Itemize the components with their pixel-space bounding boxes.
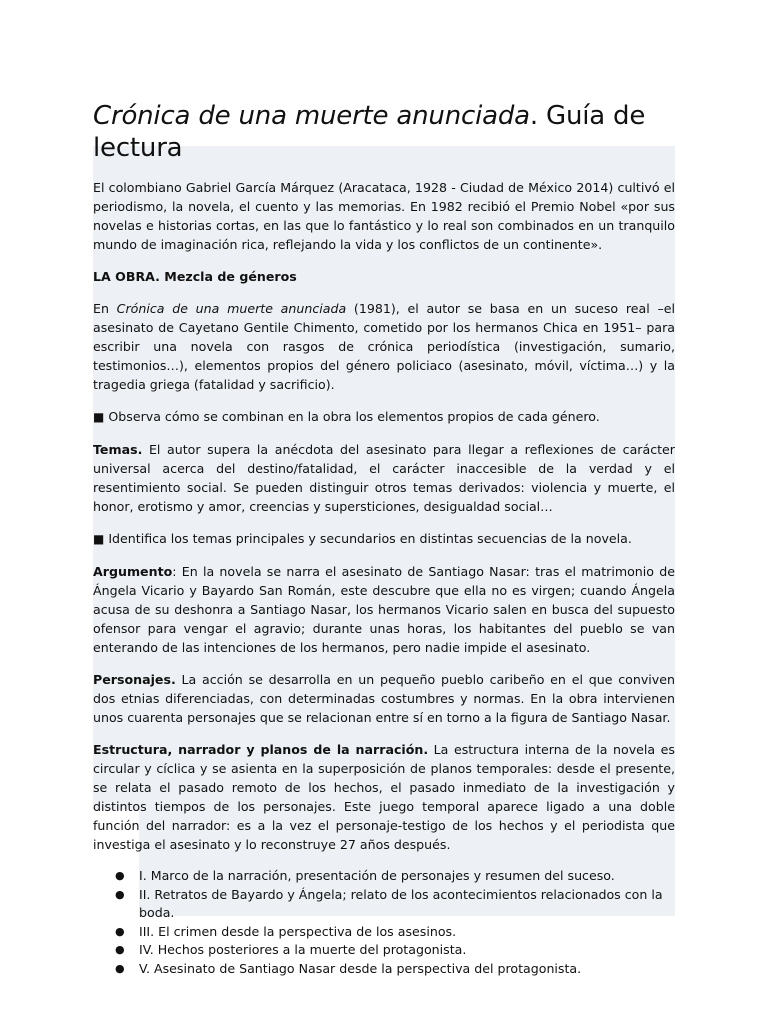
- task-themes: [93, 529, 675, 549]
- estructura-text: La estructura interna de la novela es circular y cíclica y se asienta en la superposición de planos temporales: desde el presente, se relata el pasado remoto de los hechos, el pasado inmediato de la investigación y distintos tiempos de los personajes. Este juego temporal aparece ligado a una doble función del narrador: es a la vez el personaje-testigo de los hechos y el periodista que investiga el asesinato y lo reconstruye 27 años después.: [93, 742, 675, 852]
- document-title: [93, 100, 675, 164]
- list-item-text: III. El crimen desde la perspectiva de los asesinos.: [139, 923, 457, 939]
- bullet-icon: ●: [115, 887, 125, 901]
- parts-list: [93, 867, 675, 978]
- title-suffix: . Guía de lectura: [93, 101, 646, 163]
- task-themes-text: Identifica los temas principales y secundarios en distintas secuencias de la novela.: [104, 531, 632, 546]
- list-item: [115, 960, 675, 979]
- obra-text: (1981), el autor se basa en un suceso real –el asesinato de Cayetano Gentile Chimento, cometido por los hermanos Chica en 1951– para escribir una novela con rasgos de crónica periodística (investigación, sumario, testimonios…), elementos propios del género policiaco (asesinato, móvil, víctima…) y la tragedia griega (fatalidad y sacrificio).: [93, 301, 675, 392]
- argumento-text: : En la novela se narra el asesinato de Santiago Nasar: tras el matrimonio de Ángela Vicario y Bayardo San Román, este descubre que ella no es virgen; cuando Ángela acusa de su deshonra a Santiago Nasar, los hermanos Vicario salen en busca del supuesto ofensor para vengar el agravio; durante unas horas, los habitantes del pueblo se van enterando de las intenciones de los hermanos, pero nadie impide el asesinato.: [93, 564, 675, 655]
- obra-pre: En: [93, 301, 117, 316]
- list-item: [115, 886, 675, 923]
- bullet-icon: ●: [115, 961, 125, 975]
- temas-text: El autor supera la anécdota del asesinato para llegar a reflexiones de carácter universal acerca del destino/fatalidad, el carácter inaccesible de la verdad y el resentimiento social. Se pueden distinguir otros temas derivados: violencia y muerte, el honor, erotismo y amor, creencias y supersticiones, desigualdad social…: [93, 442, 675, 514]
- task-genres: [93, 407, 675, 427]
- square-bullet-icon: ■: [93, 532, 105, 546]
- list-item-text: I. Marco de la narración, presentación de personajes y resumen del suceso.: [139, 868, 615, 883]
- bullet-icon: ●: [115, 924, 125, 938]
- intro-paragraph: El colombiano Gabriel García Márquez (Aracataca, 1928 - Ciudad de México 2014) cultivó el periodismo, la novela, el cuento y las memorias. En 1982 recibió el Premio Nobel «por sus novelas e historias cortas, en las que lo fantástico y lo real son combinados en un tranquilo mundo de imaginación rica, reflejando la vida y los conflictos de un continente».: [93, 180, 675, 252]
- list-item-text: V. Asesinato de Santiago Nasar desde la perspectiva del protagonista.: [139, 960, 582, 976]
- document-page: [93, 100, 675, 978]
- list-item: [115, 941, 675, 960]
- argumento-paragraph: [93, 562, 675, 657]
- list-item-text: IV. Hechos posteriores a la muerte del protagonista.: [139, 942, 467, 957]
- argumento-label: Argumento: [93, 564, 173, 579]
- obra-paragraph: [93, 299, 675, 394]
- bullet-icon: ●: [115, 869, 125, 882]
- personajes-label: Personajes.: [93, 672, 176, 687]
- obra-heading: LA OBRA. Mezcla de géneros: [93, 269, 297, 284]
- square-bullet-icon: ■: [93, 410, 105, 424]
- list-item: [115, 867, 675, 886]
- estructura-paragraph: [93, 740, 675, 854]
- temas-label: Temas.: [93, 442, 143, 457]
- list-item: [115, 923, 675, 942]
- personajes-text: La acción se desarrolla en un pequeño pueblo caribeño en el que conviven dos etnias diferenciadas, con determinadas costumbres y normas. En la obra intervienen unos cuarenta personajes que se relacionan entre sí en torno a la figura de Santiago Nasar.: [93, 672, 675, 725]
- temas-paragraph: [93, 440, 675, 516]
- section-heading-obra: [93, 267, 675, 286]
- list-item-text: II. Retratos de Bayardo y Ángela; relato de los acontecimientos relacionados con la boda.: [139, 886, 663, 920]
- bullet-icon: ●: [115, 943, 125, 956]
- task-genres-text: Observa cómo se combinan en la obra los elementos propios de cada género.: [104, 409, 600, 424]
- personajes-paragraph: [93, 670, 675, 727]
- obra-book-title: Crónica de una muerte anunciada: [116, 301, 347, 316]
- estructura-label: Estructura, narrador y planos de la narración.: [93, 742, 429, 757]
- book-title: Crónica de una muerte anunciada: [93, 101, 530, 131]
